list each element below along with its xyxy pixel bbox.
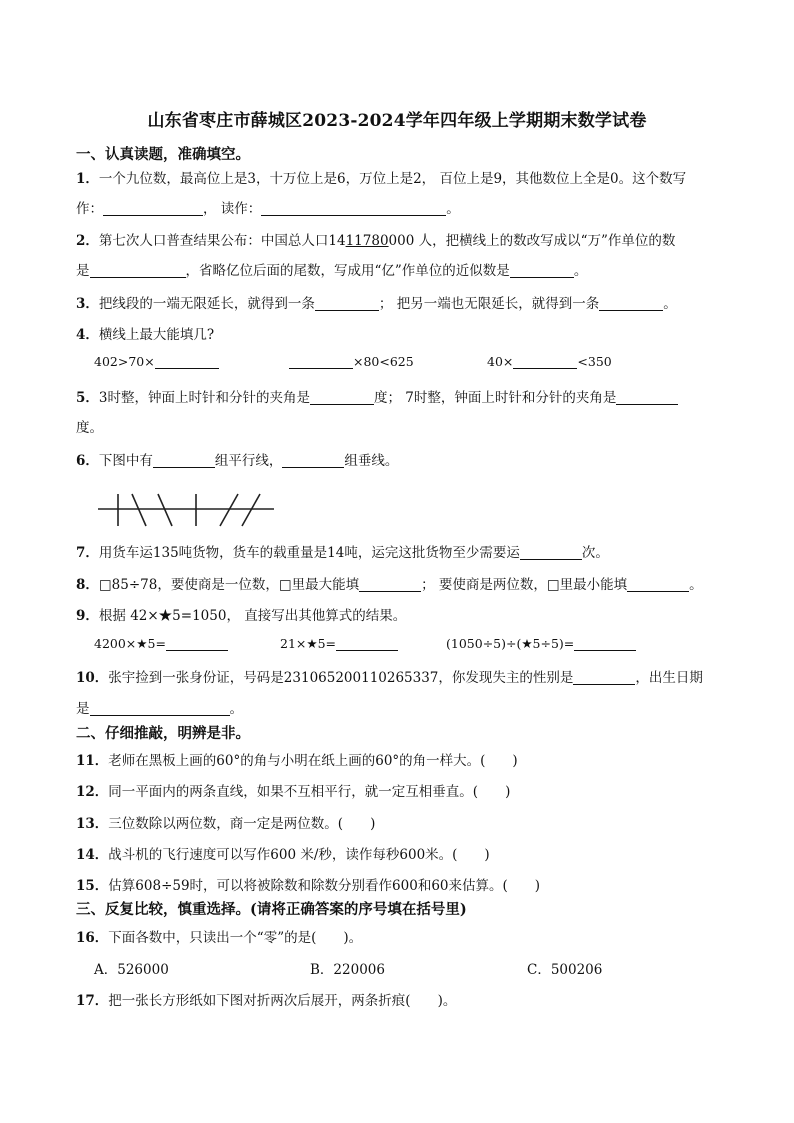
answer-blank[interactable] bbox=[627, 577, 689, 592]
answer-blank[interactable] bbox=[520, 545, 582, 560]
question-17 bbox=[76, 989, 456, 1009]
question-text: 组平行线， bbox=[214, 453, 283, 469]
question-text: 横线上最大能填几? bbox=[98, 327, 215, 343]
question-11 bbox=[76, 749, 518, 769]
question-5 bbox=[76, 386, 678, 406]
question-text: 3时整，钟面上时针和分针的夹角是 bbox=[98, 390, 310, 406]
answer-blank[interactable] bbox=[282, 453, 344, 468]
answer-blank[interactable] bbox=[574, 636, 636, 651]
question-7 bbox=[76, 541, 609, 561]
question-text: 估算608÷59时，可以将被除数和除数分别看作600和60来估算。( ) bbox=[108, 878, 541, 894]
question-text: 下面各数中，只读出一个“零”的是( )。 bbox=[108, 930, 363, 946]
question-14 bbox=[76, 843, 490, 863]
expression: (1050÷5)÷(★5÷5)= bbox=[446, 636, 575, 651]
question-8 bbox=[76, 573, 703, 593]
question-1 bbox=[76, 167, 686, 187]
question-text: 组垂线。 bbox=[344, 453, 399, 469]
question-number: 5． bbox=[76, 390, 99, 406]
question-text: 战斗机的飞行速度可以写作600 米/秒，读作每秒600米。( ) bbox=[108, 847, 490, 863]
question-number: 1． bbox=[76, 171, 99, 187]
question-9 bbox=[76, 604, 406, 624]
option-c[interactable]: C．500206 bbox=[527, 962, 603, 978]
question-text: 次。 bbox=[581, 545, 609, 561]
question-text: □85÷78，要使商是一位数，□里最大能填 bbox=[98, 577, 360, 593]
question-number: 4． bbox=[76, 327, 99, 343]
answer-label: 作： bbox=[76, 201, 103, 217]
question-4 bbox=[76, 323, 214, 343]
question-text: ； 把另一端也无限延长，就得到一条 bbox=[378, 296, 600, 312]
question-number: 2． bbox=[76, 233, 99, 249]
page-title: 山东省枣庄市薛城区2023-2024学年四年级上学期期末数学试卷 bbox=[147, 111, 647, 131]
question-2-answer-line bbox=[76, 259, 587, 279]
answer-label: 是 bbox=[76, 701, 90, 717]
underlined-digits: 11780 bbox=[345, 233, 389, 249]
question-4-expr-1 bbox=[94, 354, 219, 369]
question-9-expr-2 bbox=[280, 636, 398, 651]
answer-blank[interactable] bbox=[510, 263, 574, 278]
question-text: 根据 42×★5=1050， 直接写出其他算式的结果。 bbox=[98, 608, 407, 624]
answer-blank[interactable] bbox=[616, 390, 678, 405]
answer-blank[interactable] bbox=[261, 201, 446, 216]
question-number: 8． bbox=[76, 577, 99, 593]
slanted-line bbox=[158, 494, 172, 526]
answer-label: 是 bbox=[76, 263, 90, 279]
answer-label: ，省略亿位后面的尾数，写成用“亿”作单位的近似数是 bbox=[185, 263, 510, 279]
expression: 4200×★5= bbox=[94, 636, 166, 651]
question-text: 。 bbox=[689, 577, 703, 593]
slanted-line bbox=[132, 494, 146, 526]
section-heading-1: 一、认真读题，准确填空。 bbox=[76, 146, 250, 163]
expression: <350 bbox=[577, 354, 612, 369]
question-text: 把线段的一端无限延长，就得到一条 bbox=[98, 296, 315, 312]
expression: 40× bbox=[487, 354, 514, 369]
answer-blank[interactable] bbox=[166, 636, 228, 651]
question-10-answer-line bbox=[76, 697, 243, 717]
question-number: 13． bbox=[76, 816, 109, 832]
answer-blank[interactable] bbox=[359, 577, 421, 592]
question-number: 3． bbox=[76, 296, 99, 312]
answer-blank[interactable] bbox=[336, 636, 398, 651]
answer-blank[interactable] bbox=[103, 201, 203, 216]
answer-blank[interactable] bbox=[289, 354, 353, 369]
question-text: 第七次人口普查结果公布：中国总人口14 bbox=[98, 233, 346, 249]
answer-blank[interactable] bbox=[513, 354, 577, 369]
question-6 bbox=[76, 449, 398, 469]
question-text: 。 bbox=[663, 296, 677, 312]
question-text: 度； 7时整，钟面上时针和分针的夹角是 bbox=[374, 390, 617, 406]
question-9-expr-1 bbox=[94, 636, 228, 651]
answer-blank[interactable] bbox=[90, 263, 186, 278]
question-text: 张宇捡到一张身份证，号码是231065200110265337，你发现失主的性别是 bbox=[108, 670, 574, 686]
answer-blank[interactable] bbox=[153, 453, 215, 468]
answer-blank[interactable] bbox=[599, 296, 663, 311]
question-text: 把一张长方形纸如下图对折两次后展开，两条折痕( )。 bbox=[108, 993, 457, 1009]
question-text: ，出生日期 bbox=[635, 670, 703, 686]
answer-blank[interactable] bbox=[90, 701, 230, 716]
question-text: 同一平面内的两条直线，如果不互相平行，就一定互相垂直。( ) bbox=[108, 784, 511, 800]
question-text: 用货车运135吨货物，货车的载重量是14吨，运完这批货物至少需要运 bbox=[98, 545, 520, 561]
answer-blank[interactable] bbox=[573, 670, 635, 685]
question-9-expr-3 bbox=[446, 636, 636, 651]
question-16 bbox=[76, 926, 362, 946]
question-text: 下图中有 bbox=[98, 453, 153, 469]
option-b[interactable]: B．220006 bbox=[310, 962, 385, 978]
question-number: 16． bbox=[76, 930, 109, 946]
question-text: 000 人，把横线上的数改写成以“万”作单位的数 bbox=[388, 233, 676, 249]
answer-label: ， 读作： bbox=[203, 201, 262, 217]
question-number: 10． bbox=[76, 670, 109, 686]
expression: ×80<625 bbox=[353, 354, 414, 369]
answer-label: 。 bbox=[573, 263, 588, 279]
slanted-line bbox=[220, 494, 238, 526]
question-text: 三位数除以两位数，商一定是两位数。( ) bbox=[108, 816, 376, 832]
question-2 bbox=[76, 229, 675, 249]
expression: 21×★5= bbox=[280, 636, 337, 651]
question-number: 15． bbox=[76, 878, 109, 894]
question-number: 11． bbox=[76, 753, 109, 769]
question-number: 12． bbox=[76, 784, 109, 800]
question-number: 6． bbox=[76, 453, 99, 469]
question-text: ； 要使商是两位数，□里最小能填 bbox=[421, 577, 628, 593]
question-text: 老师在黑板上画的60°的角与小明在纸上画的60°的角一样大。( ) bbox=[108, 753, 518, 769]
question-12 bbox=[76, 780, 510, 800]
question-5-line-2: 度。 bbox=[76, 420, 103, 436]
question-number: 7． bbox=[76, 545, 99, 561]
question-number: 17． bbox=[76, 993, 109, 1009]
answer-blank[interactable] bbox=[310, 390, 374, 405]
lines-figure bbox=[96, 490, 276, 530]
question-4-expr-2 bbox=[289, 354, 414, 369]
answer-label: 。 bbox=[446, 201, 460, 217]
question-4-expr-3 bbox=[487, 354, 612, 369]
question-1-answer-line bbox=[76, 197, 460, 217]
answer-label: 。 bbox=[229, 701, 243, 717]
answer-blank[interactable] bbox=[315, 296, 379, 311]
slanted-line bbox=[242, 494, 260, 526]
question-10 bbox=[76, 666, 703, 686]
option-a[interactable]: A．526000 bbox=[94, 962, 169, 978]
question-3 bbox=[76, 292, 677, 312]
section-heading-3: 三、反复比较，慎重选择。(请将正确答案的序号填在括号里) bbox=[76, 901, 467, 918]
section-heading-2: 二、仔细推敲，明辨是非。 bbox=[76, 725, 250, 742]
question-15 bbox=[76, 874, 540, 894]
answer-blank[interactable] bbox=[155, 354, 219, 369]
question-number: 14． bbox=[76, 847, 109, 863]
question-number: 9． bbox=[76, 608, 99, 624]
question-13 bbox=[76, 812, 375, 832]
expression: 402>70× bbox=[94, 354, 155, 369]
question-text: 一个九位数，最高位上是3，十万位上是6，万位上是2， 百位上是9，其他数位上全是0。这个数写 bbox=[98, 171, 687, 187]
